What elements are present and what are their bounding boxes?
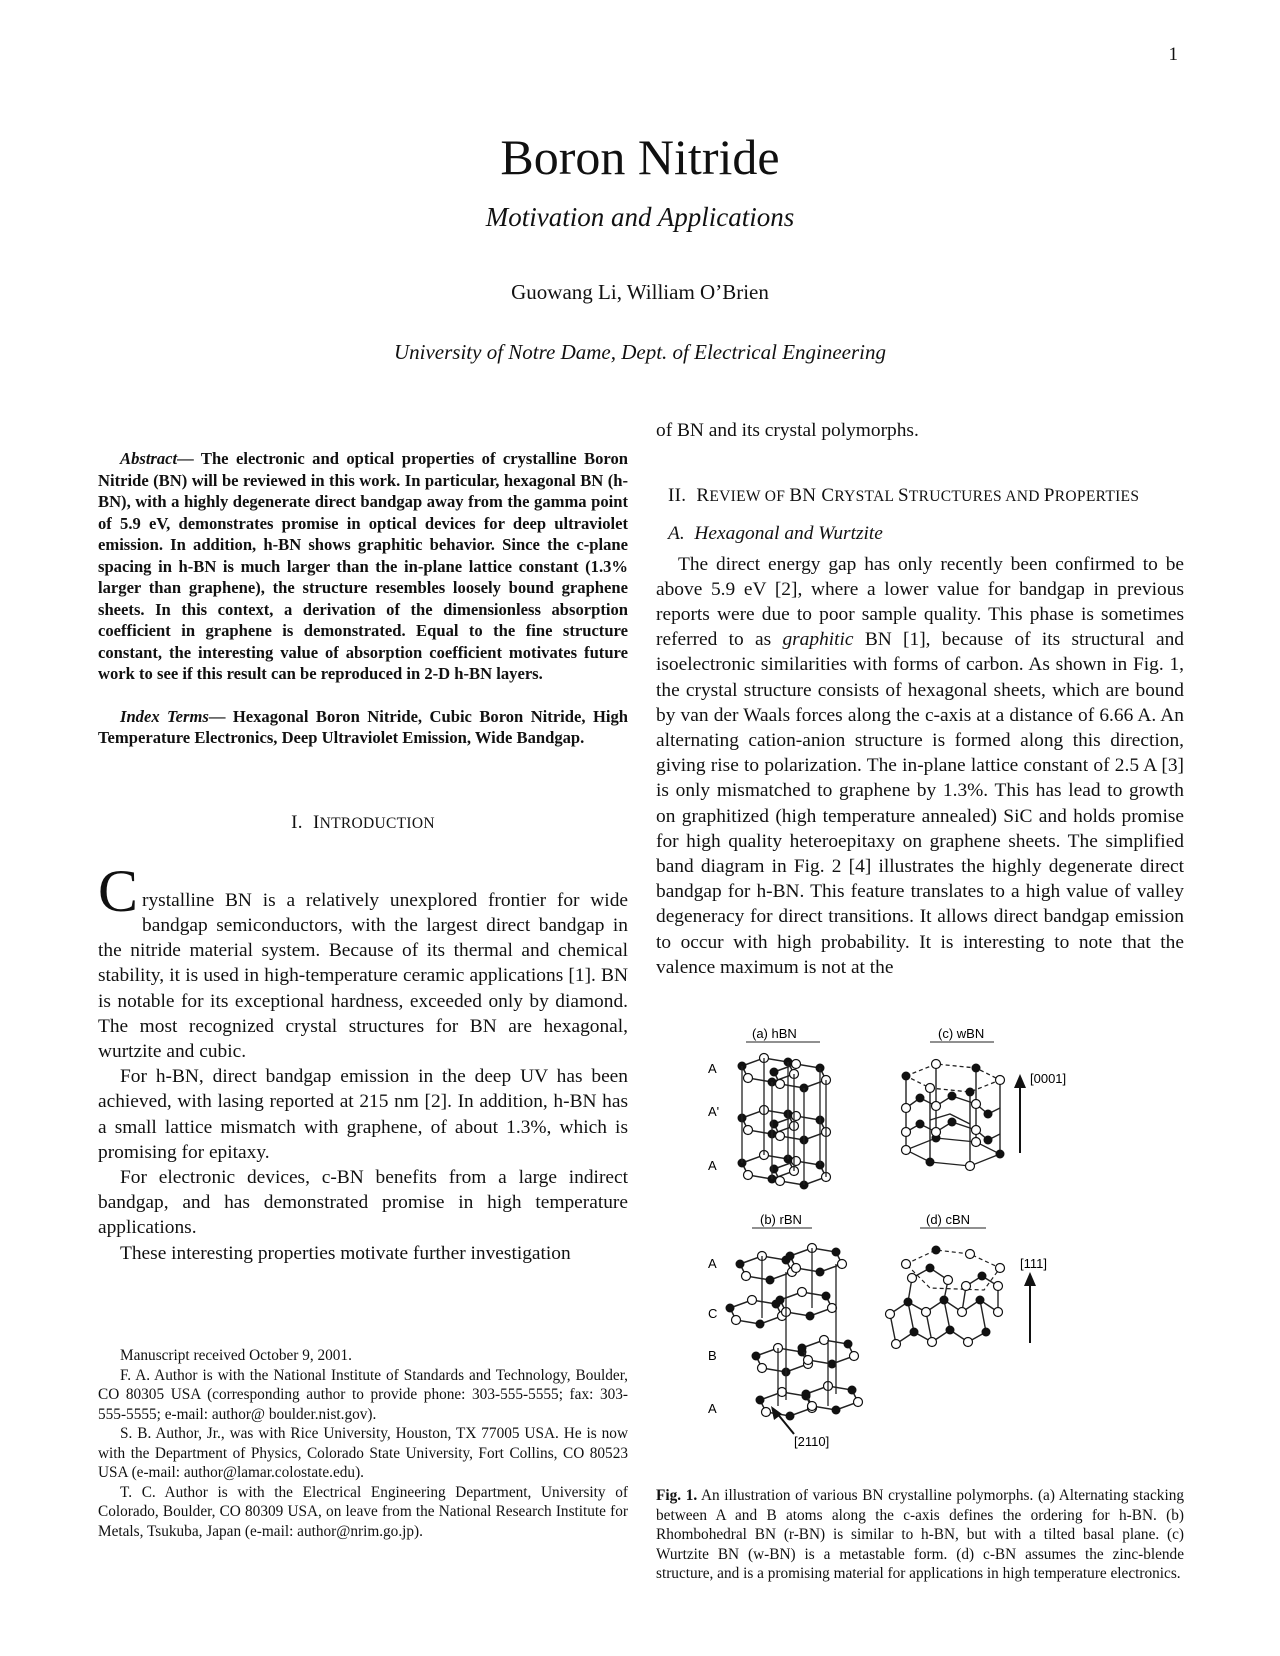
panel-b-layer-1: A <box>708 1256 717 1271</box>
footnote-3: S. B. Author, Jr., was with Rice University, Houston, TX 77005 USA. He is now with the Department of Physics, Colorado State University, Fort Collins, CO 80523 USA (e-mail: author@lamar.colostate.edu). <box>98 1425 628 1481</box>
intro-paragraph-1 <box>98 857 628 1064</box>
abstract-label: Abstract <box>120 449 178 468</box>
index-terms-label: Index Terms <box>120 706 209 726</box>
review-p1a: The direct energy gap has only recently been confirmed to be above 5.9 eV [2], where a lower value for bandgap in previous reports were due to poor sample quality. This phase is sometimes referred to as <box>656 553 1184 651</box>
section-heading-review <box>656 483 1184 509</box>
footnotes <box>98 1346 628 1541</box>
left-column <box>98 448 628 1540</box>
panel-a-layer-1: A <box>708 1061 717 1076</box>
caption-label: Fig. 1. <box>656 1487 698 1504</box>
intro-continued: of BN and its crystal polymorphs. <box>656 420 919 441</box>
panel-b-layer-2: C <box>708 1306 718 1321</box>
s2-w3a: C <box>821 485 835 507</box>
panel-c-arrowhead <box>1014 1074 1026 1088</box>
abstract-dash: — <box>177 449 194 468</box>
panel-d-direction: [111] <box>1020 1256 1047 1271</box>
paper-title: Boron Nitride <box>500 129 780 185</box>
panel-b-layer-4: A <box>708 1401 717 1416</box>
review-p1b: BN [1], because of its structural and isoelectronic similarities with forms of carbon. As shown in Fig. 1, the crystal structure consists of hexagonal sheets, which are bound by van der Waals forces along the c-axis at a distance of 6.66 A. An alternating cation-anion structure is formed along this direction, giving rise to polarization. The in-plane lattice constant of 2.5 A [3] is only mismatched to graphene by 1.3%. This has lead to growth on graphitized (high temperature annealed) SiC and holds promise for high quality heteroepitaxy on graphene sheets. The simplified band diagram in Fig. 2 [4] illustrates the highly degenerate direct bandgap for h-BN. This feature translates to a high value of valley degeneracy for direct transitions. It allows direct bandgap emission to occur with high probability. It is interesting to note that the valence maximum is not at the <box>656 629 1184 978</box>
abstract <box>98 448 628 685</box>
section1-rest: NTRODUCTION <box>319 814 435 832</box>
intro-paragraph-2: For h-BN, direct bandgap emission in the deep UV has been achieved, with lasing reported at 215 nm [2]. In addition, h-BN has a small lattice mismatch with graphene, of about 1.3%, which is promising for epitaxy. <box>98 1066 628 1163</box>
paper-subtitle: Motivation and Applications <box>485 202 795 232</box>
subsection-heading <box>656 521 1184 546</box>
s2-w5a: P <box>1043 485 1055 507</box>
drop-cap: C <box>98 857 139 924</box>
panel-a-layer-3: A <box>708 1158 717 1173</box>
subsection-title: Hexagonal and Wurtzite <box>694 523 883 545</box>
panel-c-direction: [0001] <box>1030 1071 1067 1086</box>
footnote-4: T. C. Author is with the Electrical Engineering Department, University of Colorado, Boulder, CO 80309 USA, on leave from the National Research Institute for Metals, Tsukuba, Japan (e-mail: author@nrim.go.jp). <box>98 1483 628 1540</box>
section-heading-introduction <box>98 810 628 836</box>
panel-a-label: (a) hBN <box>752 1026 797 1041</box>
intro-paragraph-4: These interesting properties motivate further investigation <box>120 1242 571 1264</box>
intro-paragraph-3: For electronic devices, c-BN benefits from a large indirect bandgap, and has demonstrated promise in high temperature applications. <box>98 1166 628 1239</box>
review-paragraph <box>656 552 1184 980</box>
subsection-label: A. <box>668 523 685 545</box>
panel-b-direction: [2110] <box>794 1434 830 1449</box>
figure-caption <box>656 1486 1184 1584</box>
hbn-structure <box>738 1054 831 1190</box>
introduction-body <box>98 857 628 1266</box>
section1-numeral: I. <box>291 811 303 833</box>
s2-w2: BN <box>789 485 822 507</box>
review-emphasis: graphitic <box>782 629 854 651</box>
footnote-2: F. A. Author is with the National Institute of Standards and Technology, Boulder, CO 80305 USA (corresponding author to provide phone: 303-555-5555; fax: 303-555-5555; e-mail: author@ boulder.nist.gov). <box>98 1366 628 1423</box>
panel-d-arrowhead <box>1024 1272 1036 1286</box>
index-terms-text: Hexagonal Boron Nitride, Cubic Boron Nitride, High Temperature Electronics, Deep Ultraviolet Emission, Wide Bandgap. <box>98 706 628 747</box>
page-number: 1 <box>1168 44 1178 65</box>
affiliation: University of Notre Dame, Dept. of Electrical Engineering <box>393 340 887 364</box>
s2-w4b: TRUCTURES AND <box>908 488 1044 506</box>
s2-w3b: RYSTAL <box>834 488 898 506</box>
section2-numeral: II. <box>668 485 687 507</box>
s2-w1a: R <box>696 485 710 507</box>
abstract-text: The electronic and optical properties of crystalline Boron Nitride (BN) will be reviewed in this work. In particular, hexagonal BN (h-BN), with a highly degenerate direct bandgap away from the gamma point of 5.9 eV, demonstrates promise in optical devices for deep ultraviolet emission. In addition, h-BN shows graphitic behavior. Since the c-plane spacing in h-BN is much larger than the in-plane lattice constant (1.3% larger than graphene), the structure resembles loosely bound graphene sheets. In this context, a derivation of the dimensionless absorption coefficient in graphene is demonstrated. Equal to the fine structure constant, the interesting value of absorption coefficient motivates future work to see if this result can be reproduced in 2-D h-BN layers. <box>98 449 628 683</box>
intro-p1-text: rystalline BN is a relatively unexplored frontier for wide bandgap semiconductors, with the largest direct bandgap in the nitride material system. Because of its thermal and chemical stability, it is used in high-temperature ceramic applications [1]. BN is notable for its exceptional hardness, exceeded only by diamond. The most recognized crystal structures for BN are hexagonal, wurtzite and cubic. <box>98 889 628 1062</box>
index-terms-dash: — <box>208 706 226 726</box>
caption-text: An illustration of various BN crystalline polymorphs. (a) Alternating stacking between A and B atoms along the c-axis defines the ordering for h-BN. (b) Rhombohedral BN (r-BN) is similar to h-BN, but with a tilted basal plane. (c) Wurtzite BN (w-BN) is a metastable form. (d) c-BN assumes the zinc-blende structure, and is a promising material for applications in high temperature electronics. <box>656 1487 1184 1582</box>
index-terms <box>98 706 628 749</box>
panel-b-layer-3: B <box>708 1348 717 1363</box>
authors: Guowang Li, William O’Brien <box>511 280 769 304</box>
panel-a-layer-2: A' <box>708 1104 720 1119</box>
cbn-structure <box>886 1246 1005 1349</box>
section1-first: I <box>312 811 320 833</box>
s2-w5b: ROPERTIES <box>1054 488 1140 506</box>
panel-d-label: (d) cBN <box>926 1212 971 1227</box>
panel-c-label: (c) wBN <box>938 1026 985 1041</box>
wbn-structure <box>902 1060 1005 1171</box>
crystal-structure-figure <box>708 1026 1130 1449</box>
panel-b-label: (b) rBN <box>760 1212 802 1227</box>
s2-w1b: EVIEW OF <box>709 488 790 506</box>
footnote-1: Manuscript received October 9, 2001. <box>120 1347 352 1364</box>
s2-w4a: S <box>897 485 909 507</box>
rbn-structure <box>726 1244 863 1421</box>
